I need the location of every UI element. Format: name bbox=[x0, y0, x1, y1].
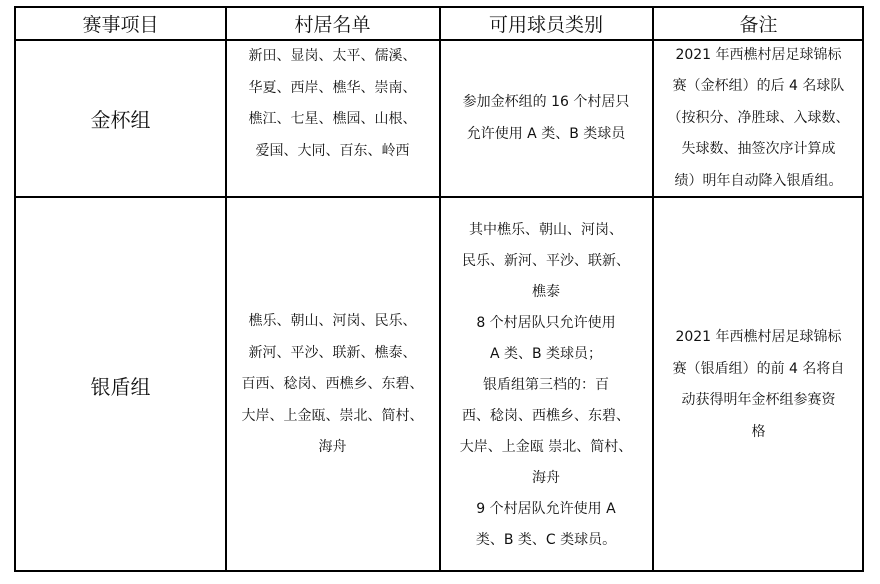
row-gold-players bbox=[440, 41, 652, 196]
remark-line: 赛（金杯组）的后 4 名球队 bbox=[672, 78, 845, 95]
competition-table bbox=[14, 6, 864, 572]
village-line: 大岸、上金瓯、崇北、简村、 bbox=[241, 407, 424, 424]
player-line: 西、稔岗、西樵乡、东碧、 bbox=[461, 407, 630, 424]
player-line: 类、B 类、C 类球员。 bbox=[475, 531, 617, 548]
row-gold-villages bbox=[226, 41, 439, 196]
player-line: 参加金杯组的 16 个村居只 bbox=[462, 94, 630, 110]
player-line: 民乐、新河、平沙、联新、 bbox=[461, 252, 630, 269]
remark-line: 动获得明年金杯组参赛资 bbox=[681, 392, 836, 408]
row-gold-name: 金杯组 bbox=[90, 108, 151, 132]
remark-line: 赛（银盾组）的前 4 名将自 bbox=[672, 360, 845, 377]
player-line: 银盾组第三档的：百 bbox=[482, 376, 609, 393]
header-player-types: 可用球员类别 bbox=[488, 14, 603, 36]
row-silver-name: 银盾组 bbox=[90, 374, 151, 399]
player-line: 9 个村居队允许使用 A bbox=[476, 500, 616, 517]
village-line: 樵乐、朝山、河岗、民乐、 bbox=[248, 313, 417, 330]
remark-line: 失球数、抽签次序计算成 bbox=[681, 141, 836, 158]
row-silver-players bbox=[440, 198, 652, 572]
remark-line: 格 bbox=[751, 423, 766, 440]
village-line: 樵江、七星、樵园、山根、 bbox=[248, 111, 417, 127]
player-line: 大岸、上金瓯 崇北、简村、 bbox=[459, 438, 633, 455]
player-line: A 类、B 类球员； bbox=[489, 345, 603, 362]
header-villages: 村居名单 bbox=[294, 14, 371, 36]
village-line: 海舟 bbox=[318, 439, 347, 456]
row-silver-villages bbox=[226, 198, 439, 572]
village-line: 华夏、西岸、樵华、崇南、 bbox=[248, 79, 417, 96]
header-event: 赛事项目 bbox=[82, 14, 159, 36]
row-gold-remarks bbox=[653, 41, 864, 196]
remark-line: 绩）明年自动降入银盾组。 bbox=[674, 172, 843, 189]
player-line: 海舟 bbox=[531, 469, 560, 486]
player-line: 允许使用 A 类、B 类球员 bbox=[466, 125, 626, 142]
remark-line: 2021 年西樵村居足球锦标 bbox=[675, 46, 842, 63]
player-line: 其中樵乐、朝山、河岗、 bbox=[468, 221, 623, 238]
remark-line: （按积分、净胜球、入球数、 bbox=[667, 109, 850, 126]
remark-line: 2021 年西樵村居足球锦标 bbox=[675, 329, 842, 345]
village-line: 百西、稔岗、西樵乡、东碧、 bbox=[241, 376, 424, 393]
row-silver-remarks bbox=[653, 198, 864, 572]
village-line: 新河、平沙、联新、樵泰、 bbox=[248, 344, 417, 361]
header-remarks: 备注 bbox=[739, 14, 778, 36]
player-line: 樵泰 bbox=[531, 283, 560, 300]
village-line: 新田、显岗、太平、儒溪、 bbox=[248, 48, 417, 64]
player-line: 8 个村居队只允许使用 bbox=[476, 314, 616, 331]
village-line: 爱国、大同、百东、岭西 bbox=[255, 142, 410, 159]
